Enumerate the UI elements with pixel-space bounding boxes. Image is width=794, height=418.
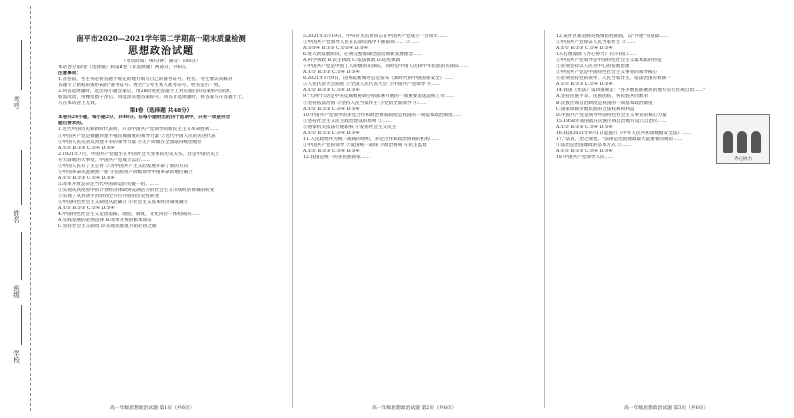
question-line: ①人民代表大会制度 ②全国人民代表大会 ③中国共产党领导 ④…… [303, 82, 441, 88]
exam-meta: （考试时间：90分钟；满分：100分） [121, 59, 201, 64]
question-line: A.①② B.①③ C.②④ D.③④ [556, 46, 613, 52]
page-1-content [58, 34, 264, 230]
question-line: A.①② B.①③ C.②④ D.③④ [556, 82, 613, 88]
question-line: A.①② B.①③ C.②④ D.③④ [58, 206, 115, 212]
question-line: ①中国人民有了主心骨 ②为中国共产主义的发展开辟了新的方向 [58, 163, 189, 169]
exam-title: 南平市2020—2021学年第二学期高一期末质量检测 [76, 34, 246, 43]
question-line: 13.右图漫画《齐心协力》启示我们…… [556, 52, 637, 58]
comic-illustration [716, 114, 770, 164]
question-line: ③中国革命从此焕然一新 ④民族资产阶级领导中国革命的地位确立 [58, 169, 193, 175]
binding-fill-line [21, 305, 22, 345]
page-2-content [303, 34, 523, 161]
question-line: A.②③④ B.①③ C.①②④ D.③④ [303, 46, 368, 52]
binding-label-name: 姓名 [12, 210, 20, 223]
question-line: ①坚持依法治国 ②坚持人民当家作主 ③党的全面领导 ④…… [303, 100, 427, 106]
question-line: A.①② B.①③ C.②④ D.③④ [556, 148, 613, 154]
text-line: 写在本试卷上无效。 [58, 101, 100, 107]
question-line: 6.进入新发展阶段，必须完整准确全面贯彻新发展理念…… [303, 52, 423, 58]
page-divider [292, 30, 293, 408]
question-line: 15.1958年我国就在民族区域自治地方设立自治区…… [556, 118, 667, 124]
text-line: 注意事项： [58, 71, 81, 77]
question-line: A.①② B.①③ C.②④ D.③④ [556, 124, 613, 130]
question-line: 开天辟地的大事变。中国共产党成立以后…… [58, 157, 150, 163]
question-line: ③国家机关依法行使职权 ④发扬社会主义民主 [303, 124, 397, 130]
question-line: 12.我国是统一的多民族国家…… [303, 154, 371, 160]
question-line: ②必须坚持以人民为中心的发展思想 [556, 64, 630, 70]
question-line: A.①② B.①③ C.②④ D.③④ [303, 70, 360, 76]
question-line: ④必须坚持党的领导、人民当家作主、依法治国有机统一 [556, 76, 671, 82]
question-line: A.①② B.①③ C.②④ D.③④ [58, 175, 115, 181]
section-heading: 第Ⅰ卷（选择题 共48分） [129, 108, 193, 115]
question-line: A.①② B.①③ C.②④ D.③④ [303, 130, 360, 136]
binding-margin [0, 0, 48, 418]
question-line: ③中国特色社会主义制度从此确立 ④社会主义基本经济制度确立 [58, 200, 189, 206]
question-line: A.①② B.①③ C.②④ D.③④ [303, 88, 360, 94]
question-line: 9."天网"行动是中央反腐败协调小组部署开展的一项重要追逃追赃工作…… [303, 94, 455, 100]
subject-title: 思想政治试题 [128, 46, 194, 57]
section-note: 题目要求的。 [58, 121, 86, 127]
question-line: 16.我国2021年9月1日起施行《中华人民共和国数据安全法》…… [556, 130, 692, 136]
question-line: 8.2021年1月9日，国务院新闻办公室发布《新时代的中国国家安全》…… [303, 76, 454, 82]
text-line: 如需改动，用橡皮擦干净后，再选涂其他答案标号。回答非选择题时，将答案写在答题卡上。 [58, 95, 247, 101]
text-line: 答题卡上粘贴的条形码的"准考证号、姓名"与考生本人准考证号、姓名是否一致。 [58, 83, 224, 89]
binding-dashed-line [30, 6, 31, 411]
comic-figure [723, 131, 733, 153]
question-line: D.中国共产党是领导中国特色社会主义事业的核心力量 [556, 112, 667, 118]
question-line: ①中国共产党领导人民在长期实践中不断取得…… ②…… [303, 40, 420, 46]
question-line: 17."法者，治之端也。"法律是治国理政最大最重要的规矩…… [556, 136, 683, 142]
text-line: 1.答卷前，考生务必将答题卡规定的地方填写自己的准考证号、姓名。考生要认真核对 [58, 77, 233, 83]
question-line: 3.改革开放是决定当代中国命运的关键一招。…… [58, 181, 159, 187]
question-line: ①实现从高度集中的计划经济体制到充满活力的社会主义市场经济体制的转变 [58, 187, 215, 193]
question-line: ③中国人民反帝反封建斗争的领导力量 ④无产阶级在全国取得统治地位 [58, 139, 202, 145]
question-line: ③中国共产党是中国特色社会主义事业的领导核心 [556, 70, 658, 76]
question-line: ②实现了从封闭半封闭到全方位开放的历史性转变 [58, 193, 160, 199]
question-line: ①中国共产党保证人民当家作主 ②…… [556, 40, 636, 46]
question-line: A.坚持民族平等、民族团结、各民族共同繁荣 [556, 94, 649, 100]
question-line: 18.中国共产党领导人民…… [556, 154, 614, 160]
text-line: 2.回答选择题时，选出每小题答案后，用2B铅笔把答题卡上对应题目的答案标号涂黑。 [58, 89, 235, 95]
page-divider [544, 30, 545, 408]
comic-figure [737, 131, 747, 153]
question-line: B.民族区域自治制度是我国的一项基本政治制度 [556, 100, 653, 106]
binding-fill-line [21, 232, 22, 280]
question-line: A.①② B.①③ C.②④ D.③④ [303, 106, 360, 112]
question-line: A.①② B.①③ C.②④ D.③④ [303, 148, 360, 154]
question-line: 1.近代中国历史和新时代表明，只有中国共产党领导的新民主主义革命胜利…… [58, 127, 219, 133]
question-line: 4.中国特色社会主义是由道路、理论、制度、文化四位一体构成的…… [58, 212, 201, 218]
question-line: 11.人民政协作为统一战线的组织、多党合作和政治协商的机构…… [303, 136, 439, 142]
binding-label-class: 班级 [12, 285, 20, 298]
question-line: 7.中国共产党是中国工人阶级的先锋队，同时是中国人民和中华民族的先锋队…… [303, 64, 469, 70]
binding-fill-line [21, 150, 22, 205]
question-line: A.实践发展的必然选择 B.改革开放的根本保证 [58, 218, 152, 224]
comic-caption: 齐心协力 [734, 157, 752, 162]
binding-label-exam-number: 考号 [12, 96, 20, 109]
question-line: ①中国共产党的领导 ②爱国统一战线 ③政治协商 ④民主监督 [303, 142, 427, 148]
question-line: C.坚持社会主义制度 D.实现民族复兴的必由之路 [58, 224, 157, 230]
question-line: ①中国共产党是推翻封建半殖民地制度的领导力量 ②近代中国人民的先进代表 [58, 133, 216, 139]
page-3-footer: 高一年级思想政治试题 第3页（共6页） [624, 406, 709, 411]
binding-label-school: 学校 [12, 350, 20, 363]
text-line: 本试卷分第Ⅰ卷（选择题）和第Ⅱ卷（非选择题）两部分，共6页。 [58, 65, 190, 71]
comic-figure [751, 131, 761, 153]
question-line: A.科学执政 B.民主执政 C.依法执政 D.依宪执政 [303, 58, 401, 64]
question-line: C.国家保障少数民族的合法权利和利益 [556, 106, 635, 112]
question-line: ①坚持社会主义民主政治建设的原则 ②…… [303, 118, 392, 124]
question-line: 2.1921年7月，中国共产党诞生在中国社会大变革的历史关头，这是中国历史上 [58, 151, 220, 157]
question-line: 14.我国《宪法》第四条规定："各少数民族聚居的地方实行区域自治……" [556, 88, 706, 94]
question-line: 12.某社区新冠肺炎疫情防控期间，以"共建"为基础…… [556, 34, 669, 39]
page-1-footer: 高一年级思想政治试题 第1页（共6页） [110, 406, 195, 411]
question-line: ①法治是治国理政的基本方式 ②…… [556, 142, 631, 148]
question-line: 5.2021年3月19日，中央有关负责同志在中国共产党成立一百周年…… [303, 34, 448, 39]
page-2-footer: 高一年级思想政治试题 第2页（共6页） [372, 406, 457, 411]
section-note: 本卷共24小题，每小题2分，共48分。在每小题给出的四个选项中，只有一项是符合 [58, 115, 231, 121]
binding-fill-line [21, 40, 22, 90]
question-line: ①中国共产党领导是中国特色社会主义最本质的特征 [556, 58, 662, 64]
question-line: A.①② B.①③ C.②④ D.③④ [58, 145, 115, 151]
question-line: 10.中国共产党领导的多党合作和政治协商制度是我国的一项基本政治制度…… [303, 112, 462, 118]
